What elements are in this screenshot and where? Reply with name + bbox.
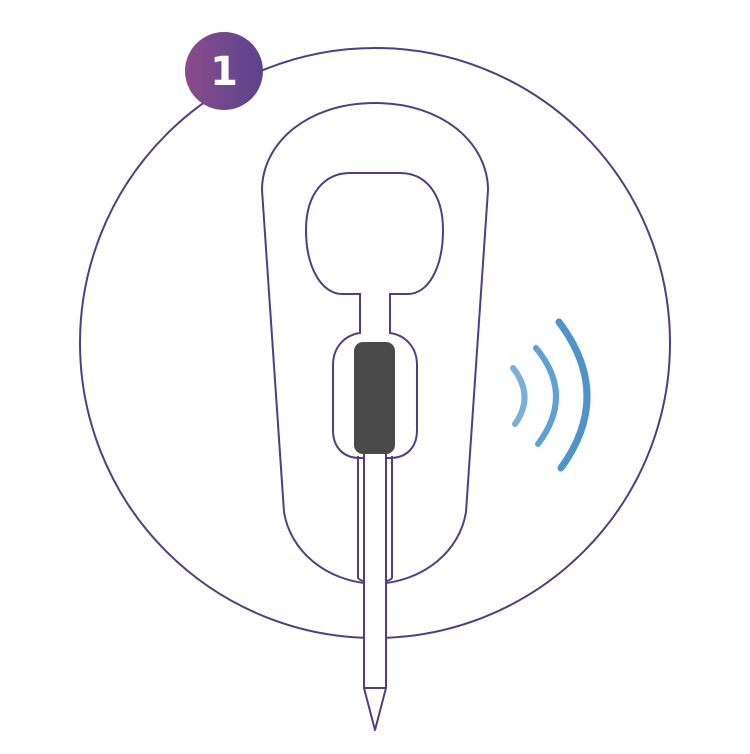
wireless-signal-icon	[513, 322, 587, 468]
signal-arc-small	[513, 368, 525, 424]
signal-arc-medium	[536, 348, 556, 444]
step-number: 1	[210, 49, 238, 95]
step-badge	[185, 32, 263, 110]
probe-sensor	[354, 342, 395, 454]
signal-arc-large	[559, 322, 587, 468]
